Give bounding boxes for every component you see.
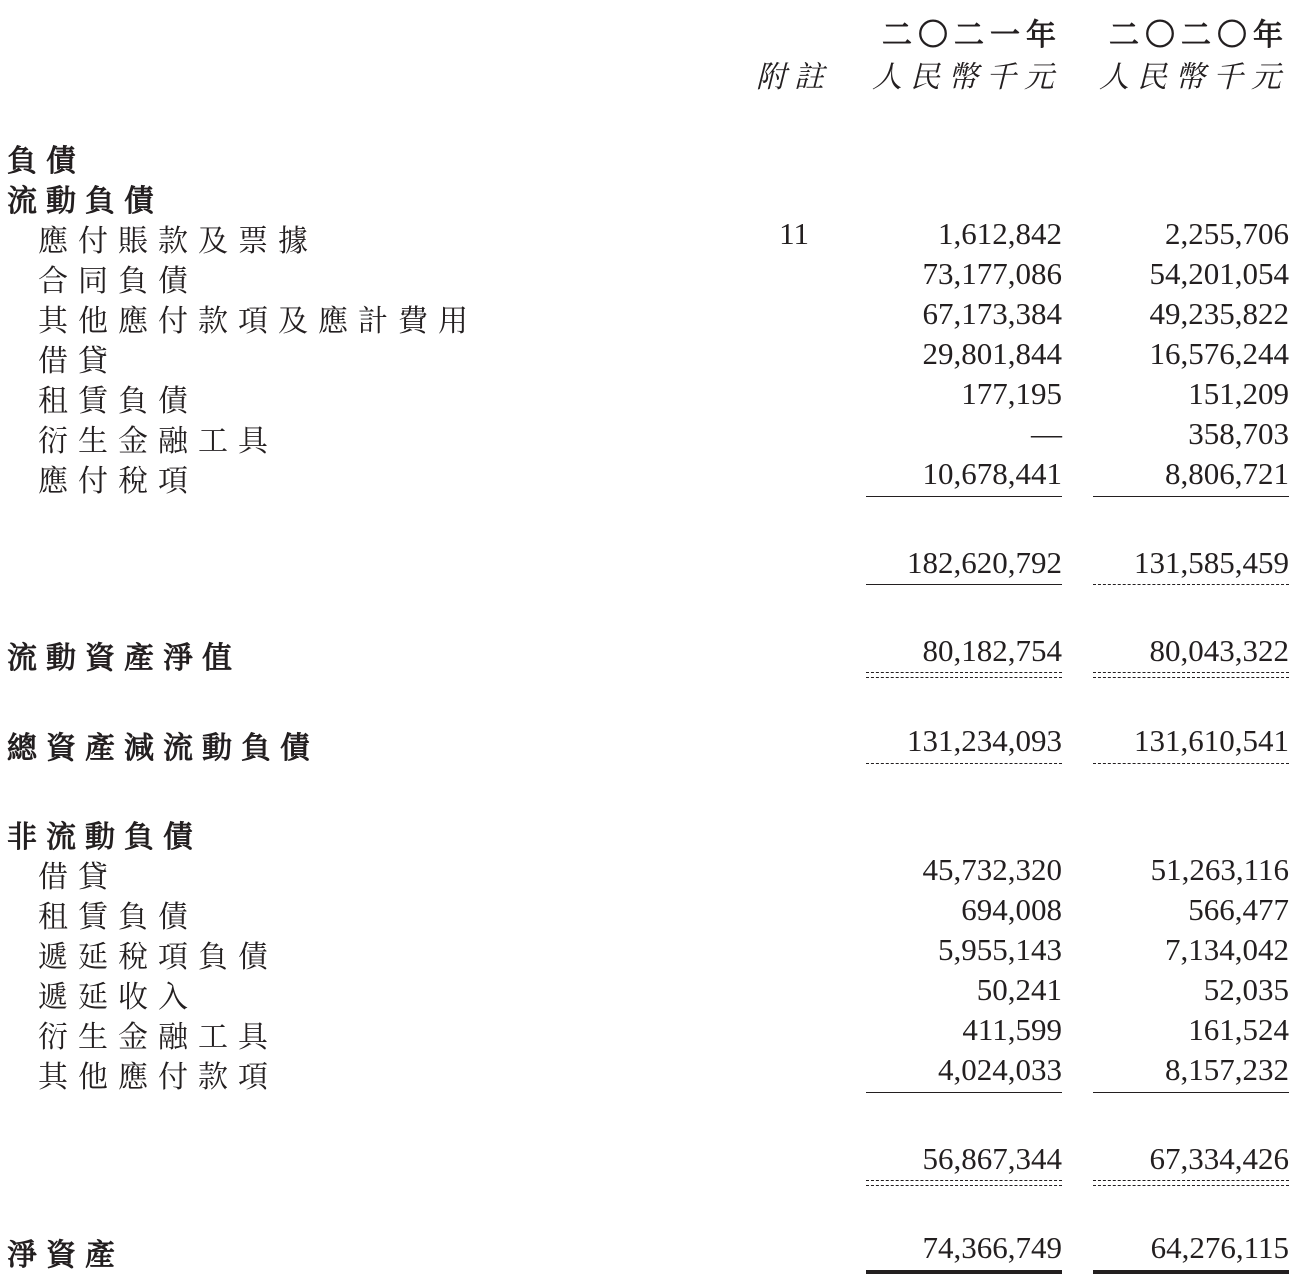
row-label: 借貸 — [38, 345, 118, 378]
final-double-rule — [1093, 1270, 1289, 1274]
header-unit-2021: 人民幣千元 — [872, 61, 1062, 94]
total-assets-less-current-2020: 131,610,541 — [1134, 723, 1289, 758]
row-value-2020: 161,524 — [1188, 1012, 1289, 1047]
row-label: 其他應付款項及應計費用 — [38, 305, 478, 338]
row-value-2020: 51,263,116 — [1150, 852, 1289, 887]
row-value-2021: 73,177,086 — [922, 256, 1062, 291]
current-total-2021: 182,620,792 — [907, 545, 1062, 580]
row-label: 遞延收入 — [38, 981, 198, 1014]
row-value-2020: 151,209 — [1188, 376, 1289, 411]
section-total-assets-less-current: 總資產減流動負債 — [7, 731, 319, 766]
row-value-2021: 177,195 — [961, 376, 1062, 411]
total-rule — [866, 763, 1062, 764]
row-label: 應付賬款及票據 — [38, 225, 318, 258]
double-rule — [1093, 1185, 1289, 1186]
row-label: 遞延稅項負債 — [38, 941, 278, 974]
section-net-assets: 淨資產 — [7, 1238, 124, 1273]
section-liabilities: 負債 — [7, 144, 85, 179]
row-value-2020: 52,035 — [1203, 972, 1289, 1007]
row-label: 租賃負債 — [38, 901, 198, 934]
subtotal-rule — [1093, 1092, 1289, 1093]
subtotal-rule — [866, 1092, 1062, 1093]
header-year-2021: 二〇二一年 — [882, 18, 1062, 53]
row-value-2020: 7,134,042 — [1165, 932, 1289, 967]
row-value-2021: 5,955,143 — [938, 932, 1062, 967]
double-rule — [866, 1180, 1062, 1181]
subtotal-rule — [866, 496, 1062, 497]
row-value-2021: 67,173,384 — [922, 296, 1062, 331]
row-value-2020: 8,806,721 — [1165, 456, 1289, 491]
row-value-2020: 358,703 — [1188, 416, 1289, 451]
row-value-2021: — — [1031, 416, 1062, 451]
row-value-2020: 8,157,232 — [1165, 1052, 1289, 1087]
header-unit-2020: 人民幣千元 — [1099, 61, 1289, 94]
net-current-assets-2020: 80,043,322 — [1149, 633, 1289, 668]
net-current-assets-2021: 80,182,754 — [922, 633, 1062, 668]
section-net-current-assets: 流動資產淨值 — [7, 641, 241, 676]
double-rule — [1093, 1180, 1289, 1181]
double-rule — [1093, 677, 1289, 678]
row-label: 其他應付款項 — [38, 1061, 278, 1094]
row-value-2020: 54,201,054 — [1149, 256, 1289, 291]
row-value-2020: 49,235,822 — [1149, 296, 1289, 331]
current-total-2020: 131,585,459 — [1134, 545, 1289, 580]
double-rule — [866, 1185, 1062, 1186]
row-value-2021: 50,241 — [976, 972, 1062, 1007]
double-rule — [1093, 672, 1289, 673]
row-label: 衍生金融工具 — [38, 425, 278, 458]
row-label: 租賃負債 — [38, 385, 198, 418]
row-value-2020: 566,477 — [1188, 892, 1289, 927]
subtotal-rule — [1093, 496, 1289, 497]
row-value-2021: 45,732,320 — [922, 852, 1062, 887]
header-note-label: 附註 — [756, 61, 832, 94]
non-current-total-2021: 56,867,344 — [922, 1141, 1062, 1176]
row-label: 借貸 — [38, 861, 118, 894]
row-value-2021: 411,599 — [962, 1012, 1062, 1047]
row-label: 衍生金融工具 — [38, 1021, 278, 1054]
net-assets-2021: 74,366,749 — [922, 1230, 1062, 1265]
row-label: 應付稅項 — [38, 465, 198, 498]
double-rule — [866, 677, 1062, 678]
section-non-current-liabilities: 非流動負債 — [7, 820, 202, 855]
row-value-2021: 4,024,033 — [938, 1052, 1062, 1087]
row-note: 11 — [779, 216, 809, 251]
row-value-2021: 694,008 — [961, 892, 1062, 927]
total-rule — [1093, 763, 1289, 764]
header-year-2020: 二〇二〇年 — [1109, 18, 1289, 53]
row-value-2020: 16,576,244 — [1149, 336, 1289, 371]
total-assets-less-current-2021: 131,234,093 — [907, 723, 1062, 758]
row-value-2021: 1,612,842 — [938, 216, 1062, 251]
net-assets-2020: 64,276,115 — [1150, 1230, 1289, 1265]
row-value-2021: 29,801,844 — [922, 336, 1062, 371]
row-value-2021: 10,678,441 — [922, 456, 1062, 491]
total-rule — [1093, 584, 1289, 585]
total-rule — [866, 584, 1062, 585]
final-double-rule — [866, 1270, 1062, 1274]
non-current-total-2020: 67,334,426 — [1149, 1141, 1289, 1176]
row-value-2020: 2,255,706 — [1165, 216, 1289, 251]
double-rule — [866, 672, 1062, 673]
row-label: 合同負債 — [38, 265, 198, 298]
section-current-liabilities: 流動負債 — [7, 184, 163, 219]
